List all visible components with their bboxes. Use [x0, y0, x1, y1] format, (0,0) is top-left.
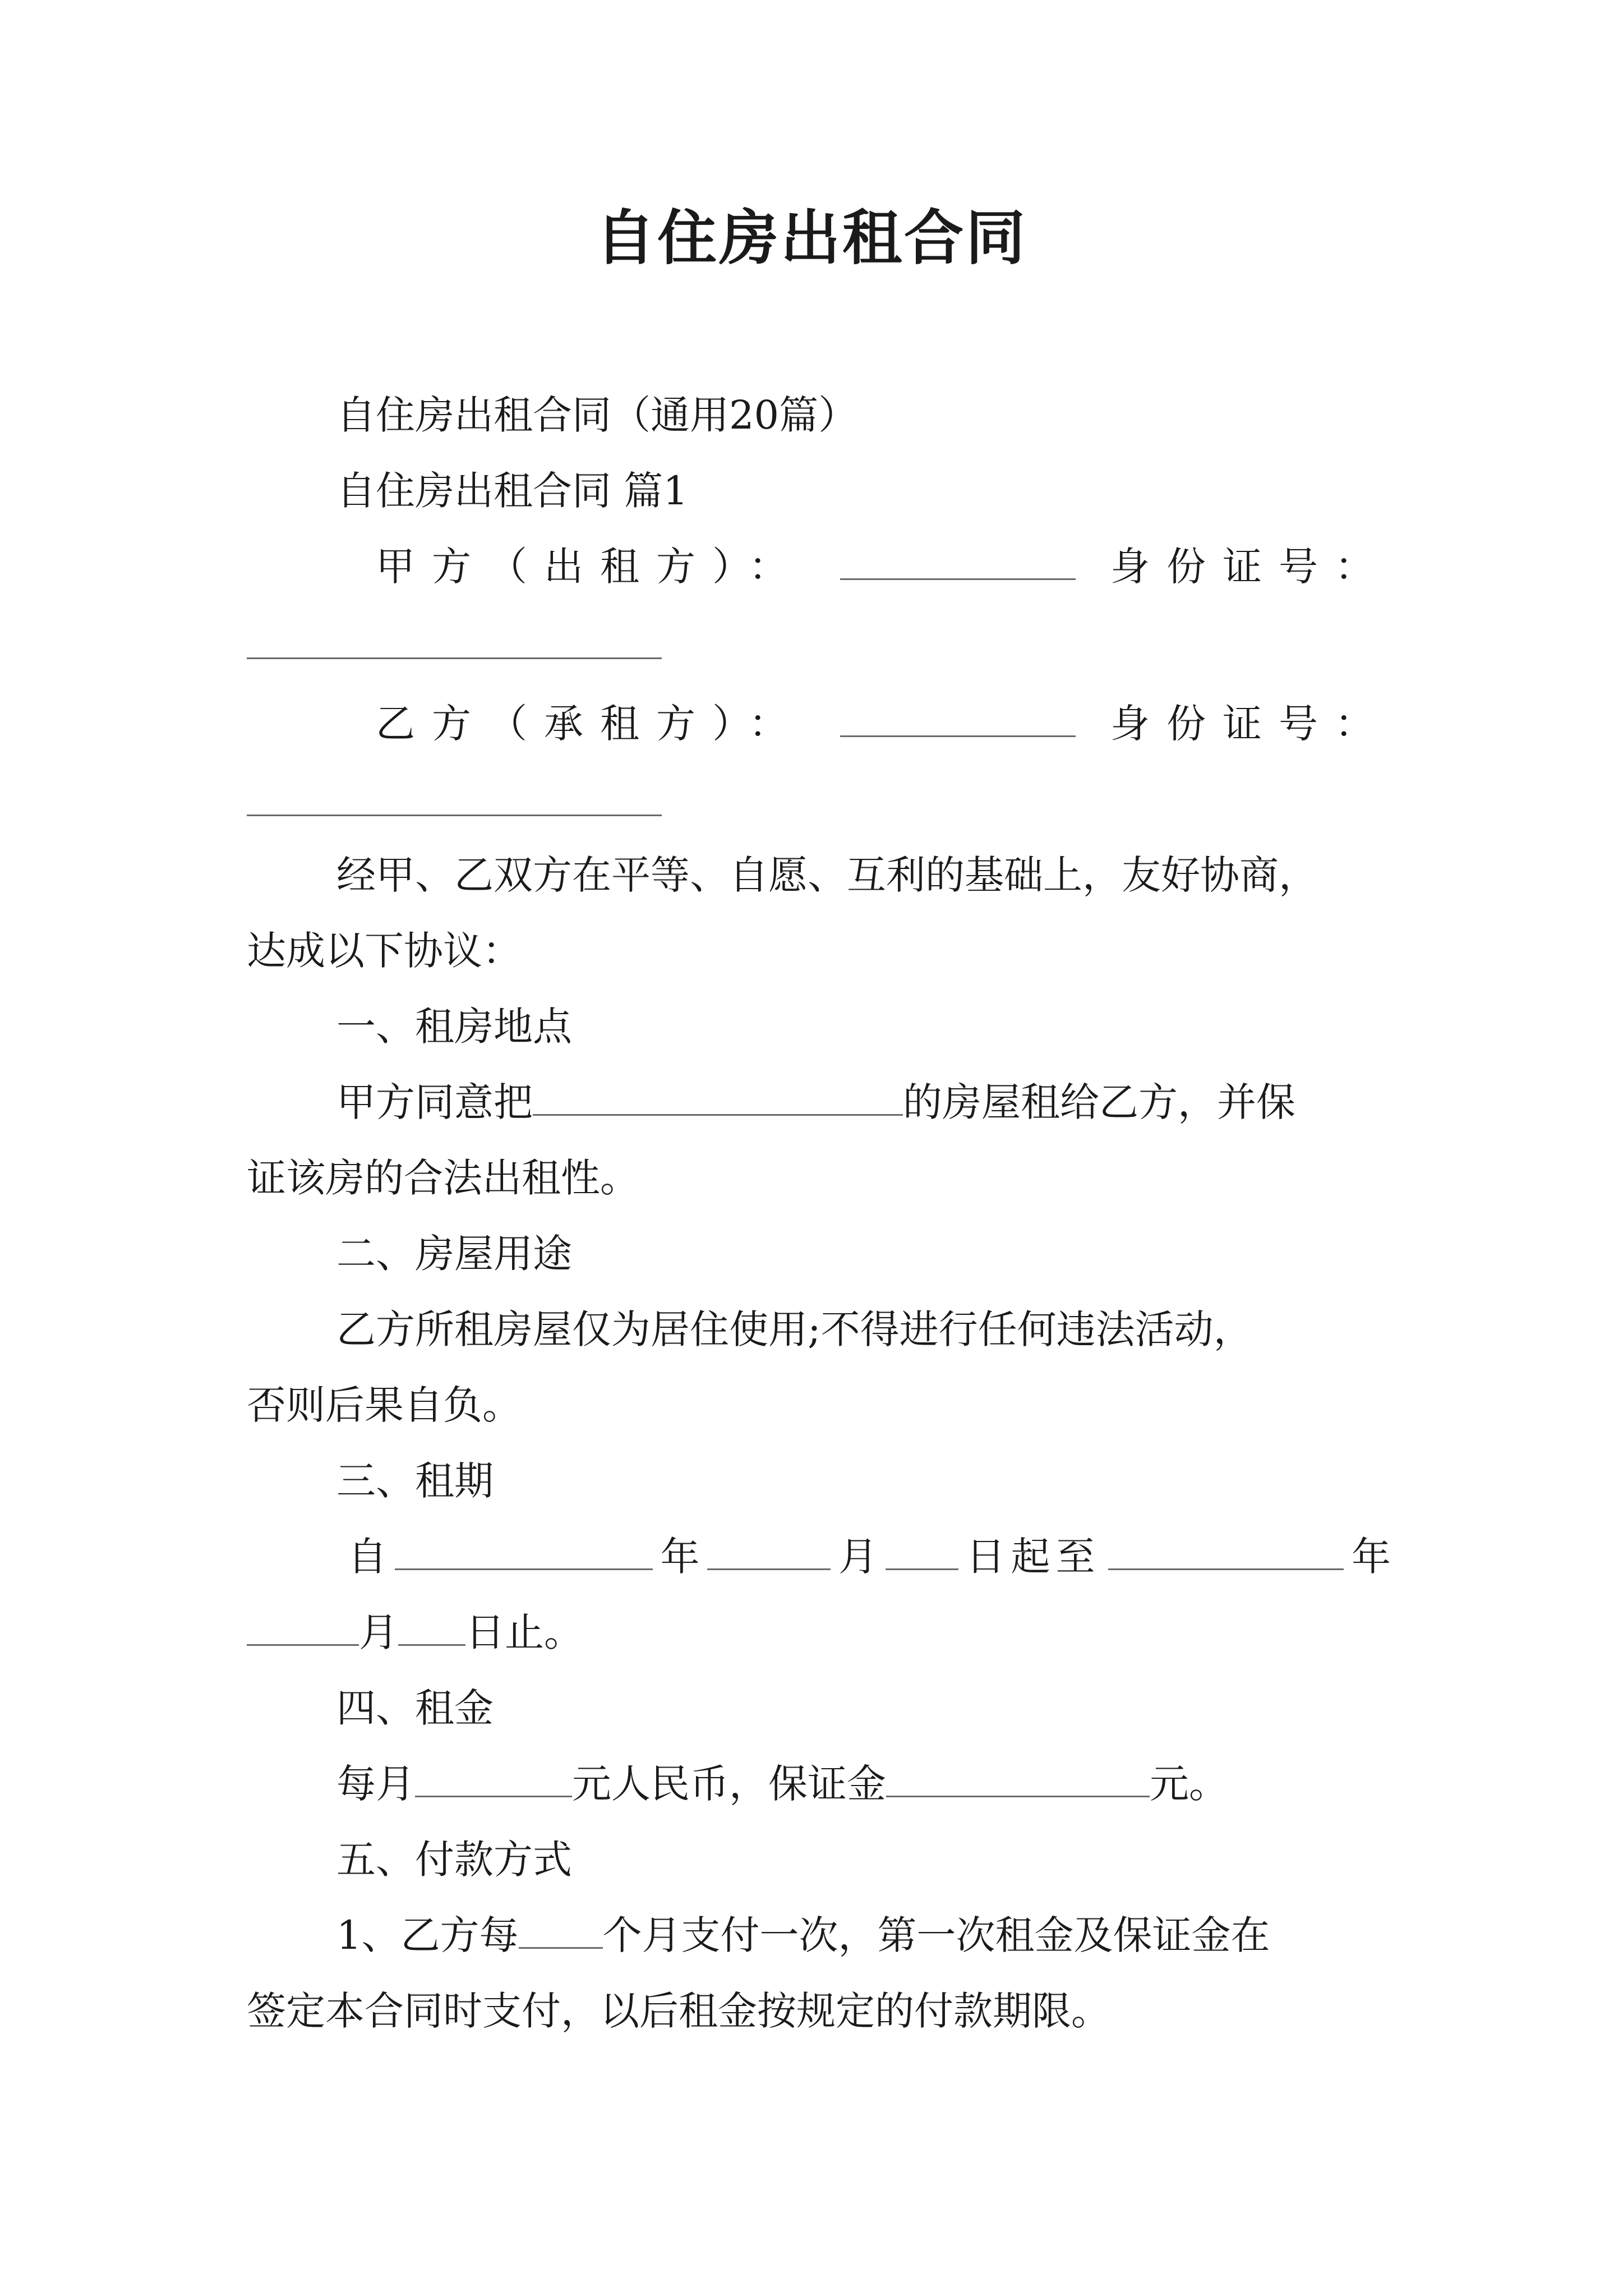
term-year-2: 年	[1352, 1534, 1391, 1580]
term-day-to: 日起至	[966, 1534, 1101, 1580]
document-title: 自住房出租合同	[596, 204, 1027, 273]
rent-row	[336, 1756, 1391, 1812]
section-3-heading: 三、租期	[336, 1458, 494, 1504]
party-a-name-blank	[840, 539, 1076, 580]
payment-item-1-a: 1、乙方每	[336, 1912, 519, 1958]
party-a-label: 甲方（出租方）：	[376, 544, 805, 590]
party-a-row	[376, 539, 1391, 595]
party-b-id-blank	[247, 815, 662, 816]
start-day-blank	[886, 1529, 958, 1570]
party-b-id-label: 身份证号：	[1110, 701, 1391, 747]
subtitle: 自住房出租合同（通用20篇）	[336, 392, 858, 438]
term-year: 年	[660, 1534, 700, 1580]
payment-item-1	[336, 1907, 1391, 1963]
section-2-line-2: 否则后果自负。	[247, 1382, 522, 1428]
section-5-heading: 五、付款方式	[336, 1837, 572, 1883]
start-month-blank	[707, 1529, 831, 1570]
section-1-line-2: 证该房的合法出租性。	[247, 1155, 639, 1201]
section-1-heading: 一、租房地点	[336, 1004, 572, 1050]
property-address-blank	[533, 1075, 903, 1116]
end-month-blank	[247, 1605, 359, 1646]
deposit-amount-blank	[886, 1756, 1150, 1797]
party-b-row	[376, 696, 1391, 752]
intro-line-1: 经甲、乙双方在平等、自愿、互利的基础上，友好协商，	[336, 852, 1318, 898]
section-2-line-1: 乙方所租房屋仅为居住使用;不得进行任何违法活动，	[336, 1306, 1253, 1352]
intro-line-2: 达成以下协议：	[247, 928, 522, 974]
section-1-line-1	[336, 1074, 1391, 1130]
rent-monthly: 每月	[336, 1761, 415, 1807]
section-1-text-after: 的房屋租给乙方，并保	[903, 1079, 1295, 1125]
party-a-id-blank	[247, 657, 662, 659]
term-end: 日止。	[465, 1609, 583, 1655]
payment-months-blank	[519, 1908, 603, 1949]
term-from: 自	[348, 1534, 387, 1580]
lease-term-row-2	[247, 1604, 1391, 1660]
party-b-name-blank	[840, 696, 1076, 737]
term-month-2: 月	[359, 1609, 398, 1655]
rent-yuan: 元。	[1150, 1761, 1228, 1807]
section-4-heading: 四、租金	[336, 1685, 494, 1731]
payment-item-1-line-2: 签定本合同时支付，以后租金按规定的付款期限。	[247, 1988, 1110, 2034]
chapter-heading: 自住房出租合同 篇1	[336, 468, 688, 514]
payment-item-1-b: 个月支付一次，第一次租金及保证金在	[602, 1912, 1270, 1958]
rent-amount-blank	[415, 1756, 572, 1797]
end-year-blank	[1108, 1529, 1344, 1570]
end-day-blank	[398, 1605, 465, 1646]
section-1-text-before: 甲方同意把	[336, 1079, 533, 1125]
start-year-blank	[395, 1529, 653, 1570]
rent-rmb-deposit: 元人民币，保证金	[572, 1761, 886, 1807]
lease-term-row	[348, 1529, 1391, 1585]
section-2-heading: 二、房屋用途	[336, 1231, 572, 1277]
party-b-label: 乙方（承租方）：	[376, 701, 805, 747]
term-month: 月	[838, 1534, 878, 1580]
party-a-id-label: 身份证号：	[1110, 544, 1391, 590]
